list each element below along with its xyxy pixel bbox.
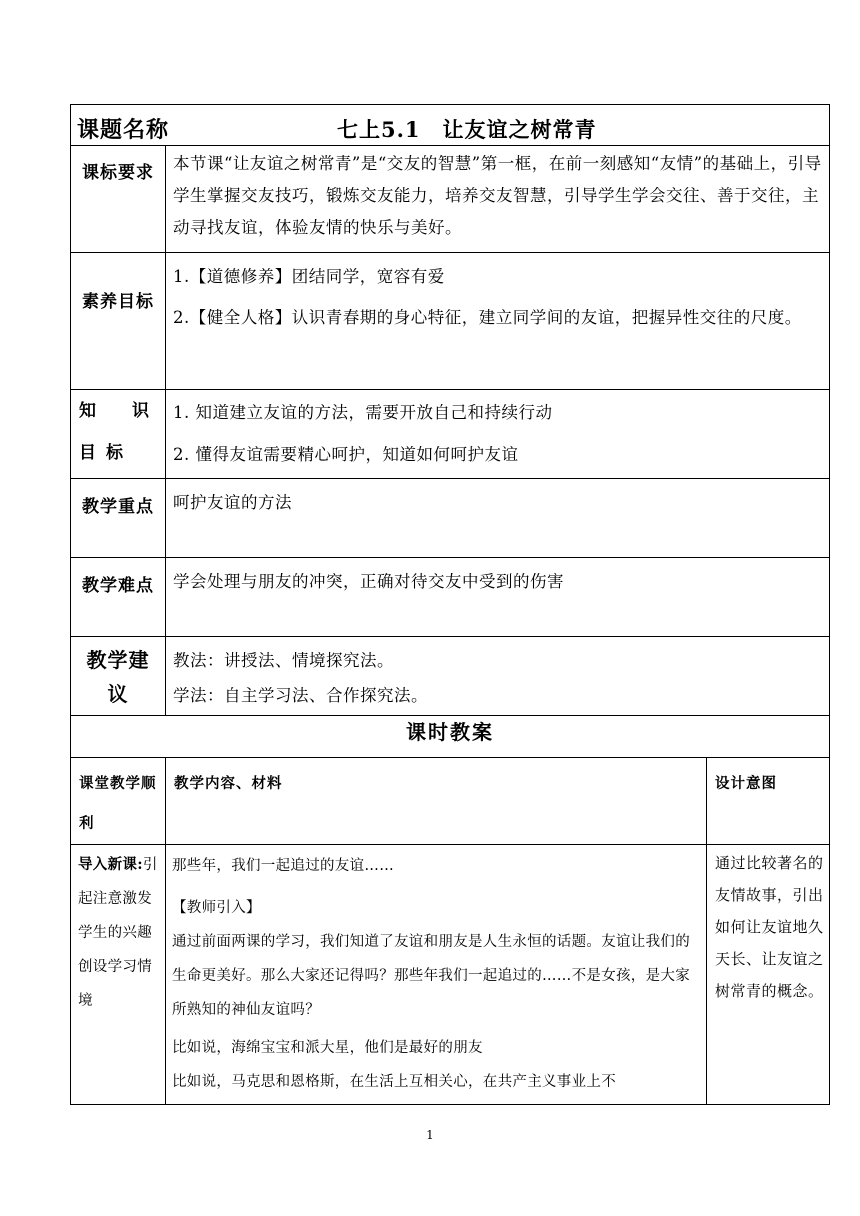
- knowledge-content: [166, 390, 830, 479]
- standard-row: [71, 146, 830, 253]
- lesson-title: 七上5.1 让友谊之树常青: [337, 117, 597, 142]
- title-cell: [71, 105, 830, 146]
- section-title: 课时教案: [71, 716, 830, 758]
- intro-content-line: 那些年，我们一起追过的友谊……: [172, 858, 394, 874]
- section-header-row: [71, 716, 830, 758]
- standard-label: 课标要求: [71, 146, 166, 253]
- knowledge-item: 1. 知道建立友谊的方法，需要开放自己和持续行动: [173, 403, 553, 422]
- intro-intent-cell: 通过比较著名的友情故事，引出如何让友谊地久天长、让友谊之树常青的概念。: [707, 845, 830, 1105]
- literacy-label: 素养目标: [71, 253, 166, 390]
- title-row: [71, 105, 830, 146]
- suggestion-item: 教法：讲授法、情境探究法。: [173, 651, 394, 670]
- column-header-sequence: 课堂教学顺利: [71, 758, 166, 845]
- title-label: 课题名称: [77, 117, 170, 143]
- intro-content-line: 通过前面两课的学习，我们知道了友谊和朋友是人生永恒的话题。友谊让我们的生命更美好。那么大家还记得吗？那些年我们一起追过的……不是女孩，是大家所熟知的神仙友谊吗？: [172, 934, 690, 1018]
- difficulty-label: 教学难点: [71, 558, 166, 637]
- literacy-item: 2.【健全人格】认识青春期的身心特征，建立同学间的友谊，把握异性交往的尺度。: [173, 308, 802, 327]
- column-header-content: 教学内容、材料: [166, 758, 707, 845]
- key-point-text: 呵护友谊的方法: [166, 479, 830, 558]
- knowledge-item: 2. 懂得友谊需要精心呵护，知道如何呵护友谊: [173, 445, 519, 464]
- literacy-content: [166, 253, 830, 390]
- knowledge-row: [71, 390, 830, 479]
- key-point-label: 教学重点: [71, 479, 166, 558]
- literacy-row: [71, 253, 830, 390]
- column-header-row: [71, 758, 830, 845]
- intro-row: [71, 845, 830, 1105]
- lesson-plan-table: [70, 104, 830, 1105]
- suggestion-row: [71, 637, 830, 716]
- intro-steps: 引起注意激发学生的兴趣创设学习情境: [78, 857, 158, 1009]
- intro-content-line: 【教师引入】: [172, 900, 261, 916]
- suggestion-content: [166, 637, 830, 716]
- suggestion-label: 教学建议: [71, 637, 166, 716]
- intro-content-line: 比如说，马克思和恩格斯，在生活上互相关心，在共产主义事业上不: [172, 1074, 616, 1090]
- difficulty-row: [71, 558, 830, 637]
- intro-lead: 导入新课:: [78, 856, 143, 873]
- intro-content-line: 比如说，海绵宝宝和派大星，他们是最好的朋友: [172, 1040, 483, 1056]
- key-point-row: [71, 479, 830, 558]
- page-number: 1: [426, 1128, 434, 1142]
- intro-content-cell: [166, 845, 707, 1105]
- column-header-intent: 设计意图: [707, 758, 830, 845]
- intro-steps-cell: [71, 845, 166, 1105]
- suggestion-item: 学法：自主学习法、合作探究法。: [173, 686, 428, 705]
- standard-text: 本节课“让友谊之树常青”是“交友的智慧”第一框，在前一刻感知“友情”的基础上，引导学生掌握交友技巧，锻炼交友能力，培养交友智慧，引导学生学会交往、善于交往，主动寻找友谊，体验友情的快乐与美好。: [166, 146, 830, 253]
- difficulty-text: 学会处理与朋友的冲突，正确对待交友中受到的伤害: [166, 558, 830, 637]
- literacy-item: 1.【道德修养】团结同学，宽容有爱: [173, 267, 445, 286]
- knowledge-label: 知识目标: [71, 390, 166, 479]
